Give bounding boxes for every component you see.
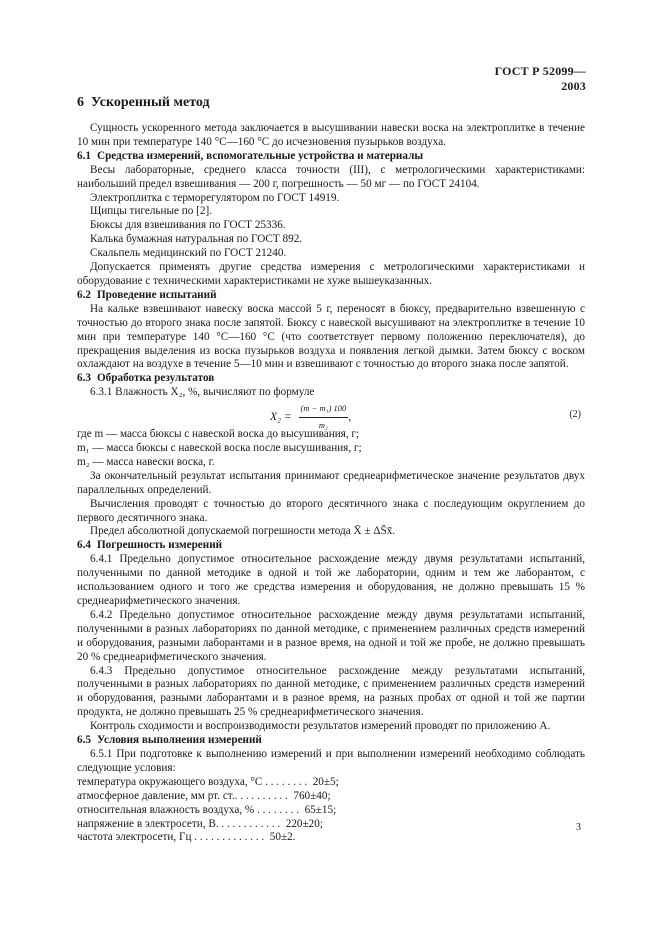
subsection-number: 6.4 bbox=[77, 539, 91, 552]
equipment-item: Бюксы для взвешивания по ГОСТ 25336. bbox=[90, 219, 286, 232]
page-number: 3 bbox=[576, 822, 581, 833]
subsection-title: Проведение испытаний bbox=[96, 288, 217, 301]
formula-numerator: (m − m₁) 100 bbox=[299, 402, 349, 418]
condition-item: атмосферное давление, мм рт. ст.. . . . . . . . . . 760±40; bbox=[77, 789, 331, 802]
equipment-item: Электроплитка с терморегулятором по ГОСТ 14919. bbox=[90, 191, 340, 204]
condition-item: частота электросети, Гц . . . . . . . . . . . . . 50±2. bbox=[77, 831, 296, 844]
equipment-item: Щипцы тигельные по [2]. bbox=[90, 205, 213, 218]
conditions-intro: 6.5.1 При подготовке к выполнению измерений и при выполнении измерений необходимо соблюдать следующие условия: bbox=[77, 747, 585, 774]
equipment-item: Допускается применять другие средства измерения с метрологическими характеристиками и оборудование с техническими характеристиками не хуже вышеуказанных. bbox=[77, 261, 585, 287]
subsection-title: Обработка результатов bbox=[96, 372, 215, 385]
error-paragraph: 6.4.2 Предельно допустимое относительное расхождение между двумя результатами испытаний, полученными в разных лабораториях по данной методике, с применением различных средств измерений и оборудования, разными лаборантами и в разное время, на одной и той же пробе, не должно превышать 20 % среднеарифметического значения. bbox=[77, 608, 585, 663]
subsection-number: 6.5 bbox=[77, 734, 91, 747]
error-paragraph: 6.4.1 Предельно допустимое относительное расхождение между двумя результатами испытаний, полученными по данной методике в одной и той же лаборатории, одним и тем же лаборантом, с использованием одного и того же средства измерения и оборудования, не должно превышать 15 % среднеарифметического значения. bbox=[77, 553, 585, 607]
section-heading bbox=[77, 95, 210, 111]
subsection-number: 6.2 bbox=[77, 288, 91, 301]
standard-header: ГОСТ Р 52099—2003 bbox=[494, 64, 586, 93]
error-paragraph: 6.4.3 Предельно допустимое относительное расхождение между результатами испытаний, полученными в разных лабораториях по данной методике, с применением различных средств измерений и оборудования, разными лаборантами и в разное время, на разных пробах от одной и той же партии продукта, не должно превышать 25 % среднеарифметического значения. bbox=[77, 664, 585, 719]
result-paragraph: Предел абсолютной допускаемой погрешности метода X̄ ± ΔS̄x̄. bbox=[90, 525, 396, 538]
formula-tail: , bbox=[348, 411, 352, 424]
formula-block bbox=[77, 400, 585, 431]
subsection-title: Условия выполнения измерений bbox=[96, 734, 262, 747]
intro-paragraph: Сущность ускоренного метода заключается в высушивании навески воска на электроплитке в течение 10 мин при температуре 140 °С—160 °С до исчезновения пузырьков воздуха. bbox=[77, 122, 585, 148]
equipment-item: Весы лабораторные, среднего класса точности (III), с метрологическими характеристиками: наибольший предел взвешивания — 200 г, погрешность — 50 мг — по ГОСТ 24104. bbox=[77, 163, 585, 190]
formula-lhs: X₂ = bbox=[270, 411, 292, 424]
document-body bbox=[77, 122, 585, 845]
formula-fraction bbox=[299, 402, 352, 433]
equipment-item: Скальпель медицинский по ГОСТ 21240. bbox=[90, 247, 287, 260]
subsection-title: Средства измерений, вспомогательные устройства и материалы bbox=[96, 149, 424, 162]
section-title: Ускоренный метод bbox=[91, 95, 210, 110]
formula bbox=[270, 402, 351, 433]
formula-intro: 6.3.1 Влажность X₂, %, вычисляют по формуле bbox=[90, 386, 315, 399]
subsection-heading-6-3 bbox=[77, 372, 585, 386]
procedure-paragraph: На кальке взвешивают навеску воска массой 5 г, переносят в бюксу, предварительно взвешенную с точностью до второго знака после запятой. Бюксу с навеской высушивают на электроплитке в течение 10 мин при температуре 140 °С—160 °С (что соответствует первому положению переключателя), до прекращения выделения из воска пузырьков воздуха и появления легкой дымки. Затем бюксу с воском охлаждают на воздухе в течение 5—10 мин и взвешивают с точностью до второго знака после запятой. bbox=[77, 302, 585, 371]
subsection-number: 6.1 bbox=[77, 149, 91, 162]
variable-definition: где m — масса бюксы с навеской воска до высушивания, г; bbox=[77, 428, 360, 441]
subsection-heading-6-4 bbox=[77, 539, 585, 553]
condition-item: температура окружающего воздуха, °С . . . . . . . . 20±5; bbox=[77, 775, 339, 788]
error-paragraph: Контроль сходимости и воспроизводимости результатов измерений проводят по приложению А. bbox=[90, 720, 551, 733]
subsection-title: Погрешность измерений bbox=[96, 539, 223, 552]
subsection-heading-6-5 bbox=[77, 734, 585, 748]
condition-item: напряжение в электросети, В. . . . . . . . . . . . 220±20; bbox=[77, 817, 323, 830]
variable-definition: m₁ — масса бюксы с навеской воска после высушивания, г; bbox=[77, 442, 362, 455]
subsection-heading-6-2 bbox=[77, 289, 585, 303]
result-paragraph: За окончательный результат испытания принимают среднеарифметическое значение результатов двух параллельных определений. bbox=[77, 469, 585, 496]
condition-item: относительная влажность воздуха, % . . . . . . . . 65±15; bbox=[77, 803, 337, 816]
result-paragraph: Вычисления проводят с точностью до второго десятичного знака с последующим округлением до первого десятичного знака. bbox=[77, 497, 585, 524]
equation-number: (2) bbox=[569, 409, 581, 421]
equipment-item: Калька бумажная натуральная по ГОСТ 892. bbox=[90, 233, 303, 246]
formula-denominator: m₂ bbox=[318, 420, 328, 431]
subsection-heading-6-1 bbox=[77, 150, 585, 164]
section-number: 6 bbox=[77, 95, 84, 110]
subsection-number: 6.3 bbox=[77, 372, 91, 385]
variable-definition: m₂ — масса навески воска, г. bbox=[77, 455, 215, 468]
